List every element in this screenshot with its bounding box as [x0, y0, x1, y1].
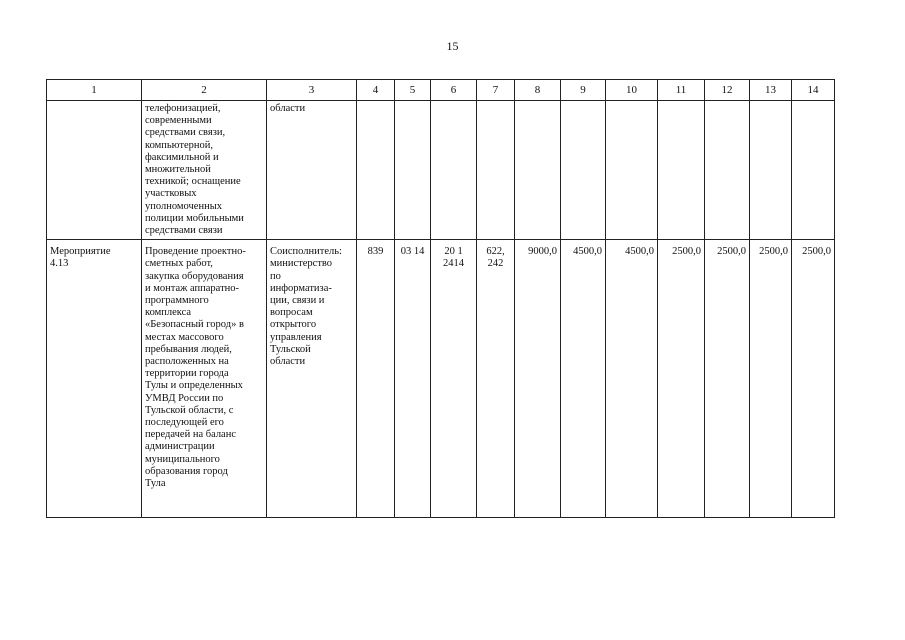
table-row	[47, 101, 835, 240]
column-header: 6	[431, 80, 477, 101]
table-cell	[561, 101, 606, 240]
column-header: 9	[561, 80, 606, 101]
column-header: 4	[357, 80, 395, 101]
table-cell	[357, 101, 395, 240]
column-header: 3	[267, 80, 357, 101]
column-header: 11	[658, 80, 705, 101]
table-cell: Мероприятие 4.13	[47, 240, 142, 518]
table-cell	[477, 101, 515, 240]
table-cell: 20 1 2414	[431, 240, 477, 518]
column-header: 8	[515, 80, 561, 101]
data-table	[46, 79, 835, 518]
table-cell	[792, 101, 835, 240]
table-cell	[750, 101, 792, 240]
table-cell	[515, 101, 561, 240]
table-cell: Проведение проектно- сметных работ, закупка оборудования и монтаж аппаратно- программного комплекса «Безопасный город» в местах массового пребывания людей, расположенных на территории города Тулы и определенных УМВД России по Тульской области, с последующей его передачей на баланс администрации муниципального образования город Тула	[142, 240, 267, 518]
table-cell: телефонизацией, современными средствами связи, компьютерной, факсимильной и множительной техникой; оснащение участковых уполномоченных полиции мобильными средствами связи	[142, 101, 267, 240]
column-header: 12	[705, 80, 750, 101]
table-cell: 2500,0	[658, 240, 705, 518]
header-row	[47, 80, 835, 101]
column-header: 5	[395, 80, 431, 101]
table-cell: области	[267, 101, 357, 240]
table-cell	[606, 101, 658, 240]
column-header: 7	[477, 80, 515, 101]
column-header: 10	[606, 80, 658, 101]
page-number: 15	[446, 39, 459, 53]
column-header: 2	[142, 80, 267, 101]
table-cell: Соисполнитель: министерство по информатиза- ции, связи и вопросам открытого управления Тульской области	[267, 240, 357, 518]
table-cell: 2500,0	[705, 240, 750, 518]
table-cell: 839	[357, 240, 395, 518]
table-cell	[431, 101, 477, 240]
table-cell: 4500,0	[606, 240, 658, 518]
table-row	[47, 240, 835, 518]
table-cell: 03 14	[395, 240, 431, 518]
table-cell: 4500,0	[561, 240, 606, 518]
table-cell	[47, 101, 142, 240]
column-header: 13	[750, 80, 792, 101]
column-header: 14	[792, 80, 835, 101]
column-header: 1	[47, 80, 142, 101]
table-cell: 9000,0	[515, 240, 561, 518]
table-cell	[658, 101, 705, 240]
table-cell: 2500,0	[792, 240, 835, 518]
table-cell	[705, 101, 750, 240]
table-cell: 2500,0	[750, 240, 792, 518]
table-cell	[395, 101, 431, 240]
table-cell: 622, 242	[477, 240, 515, 518]
